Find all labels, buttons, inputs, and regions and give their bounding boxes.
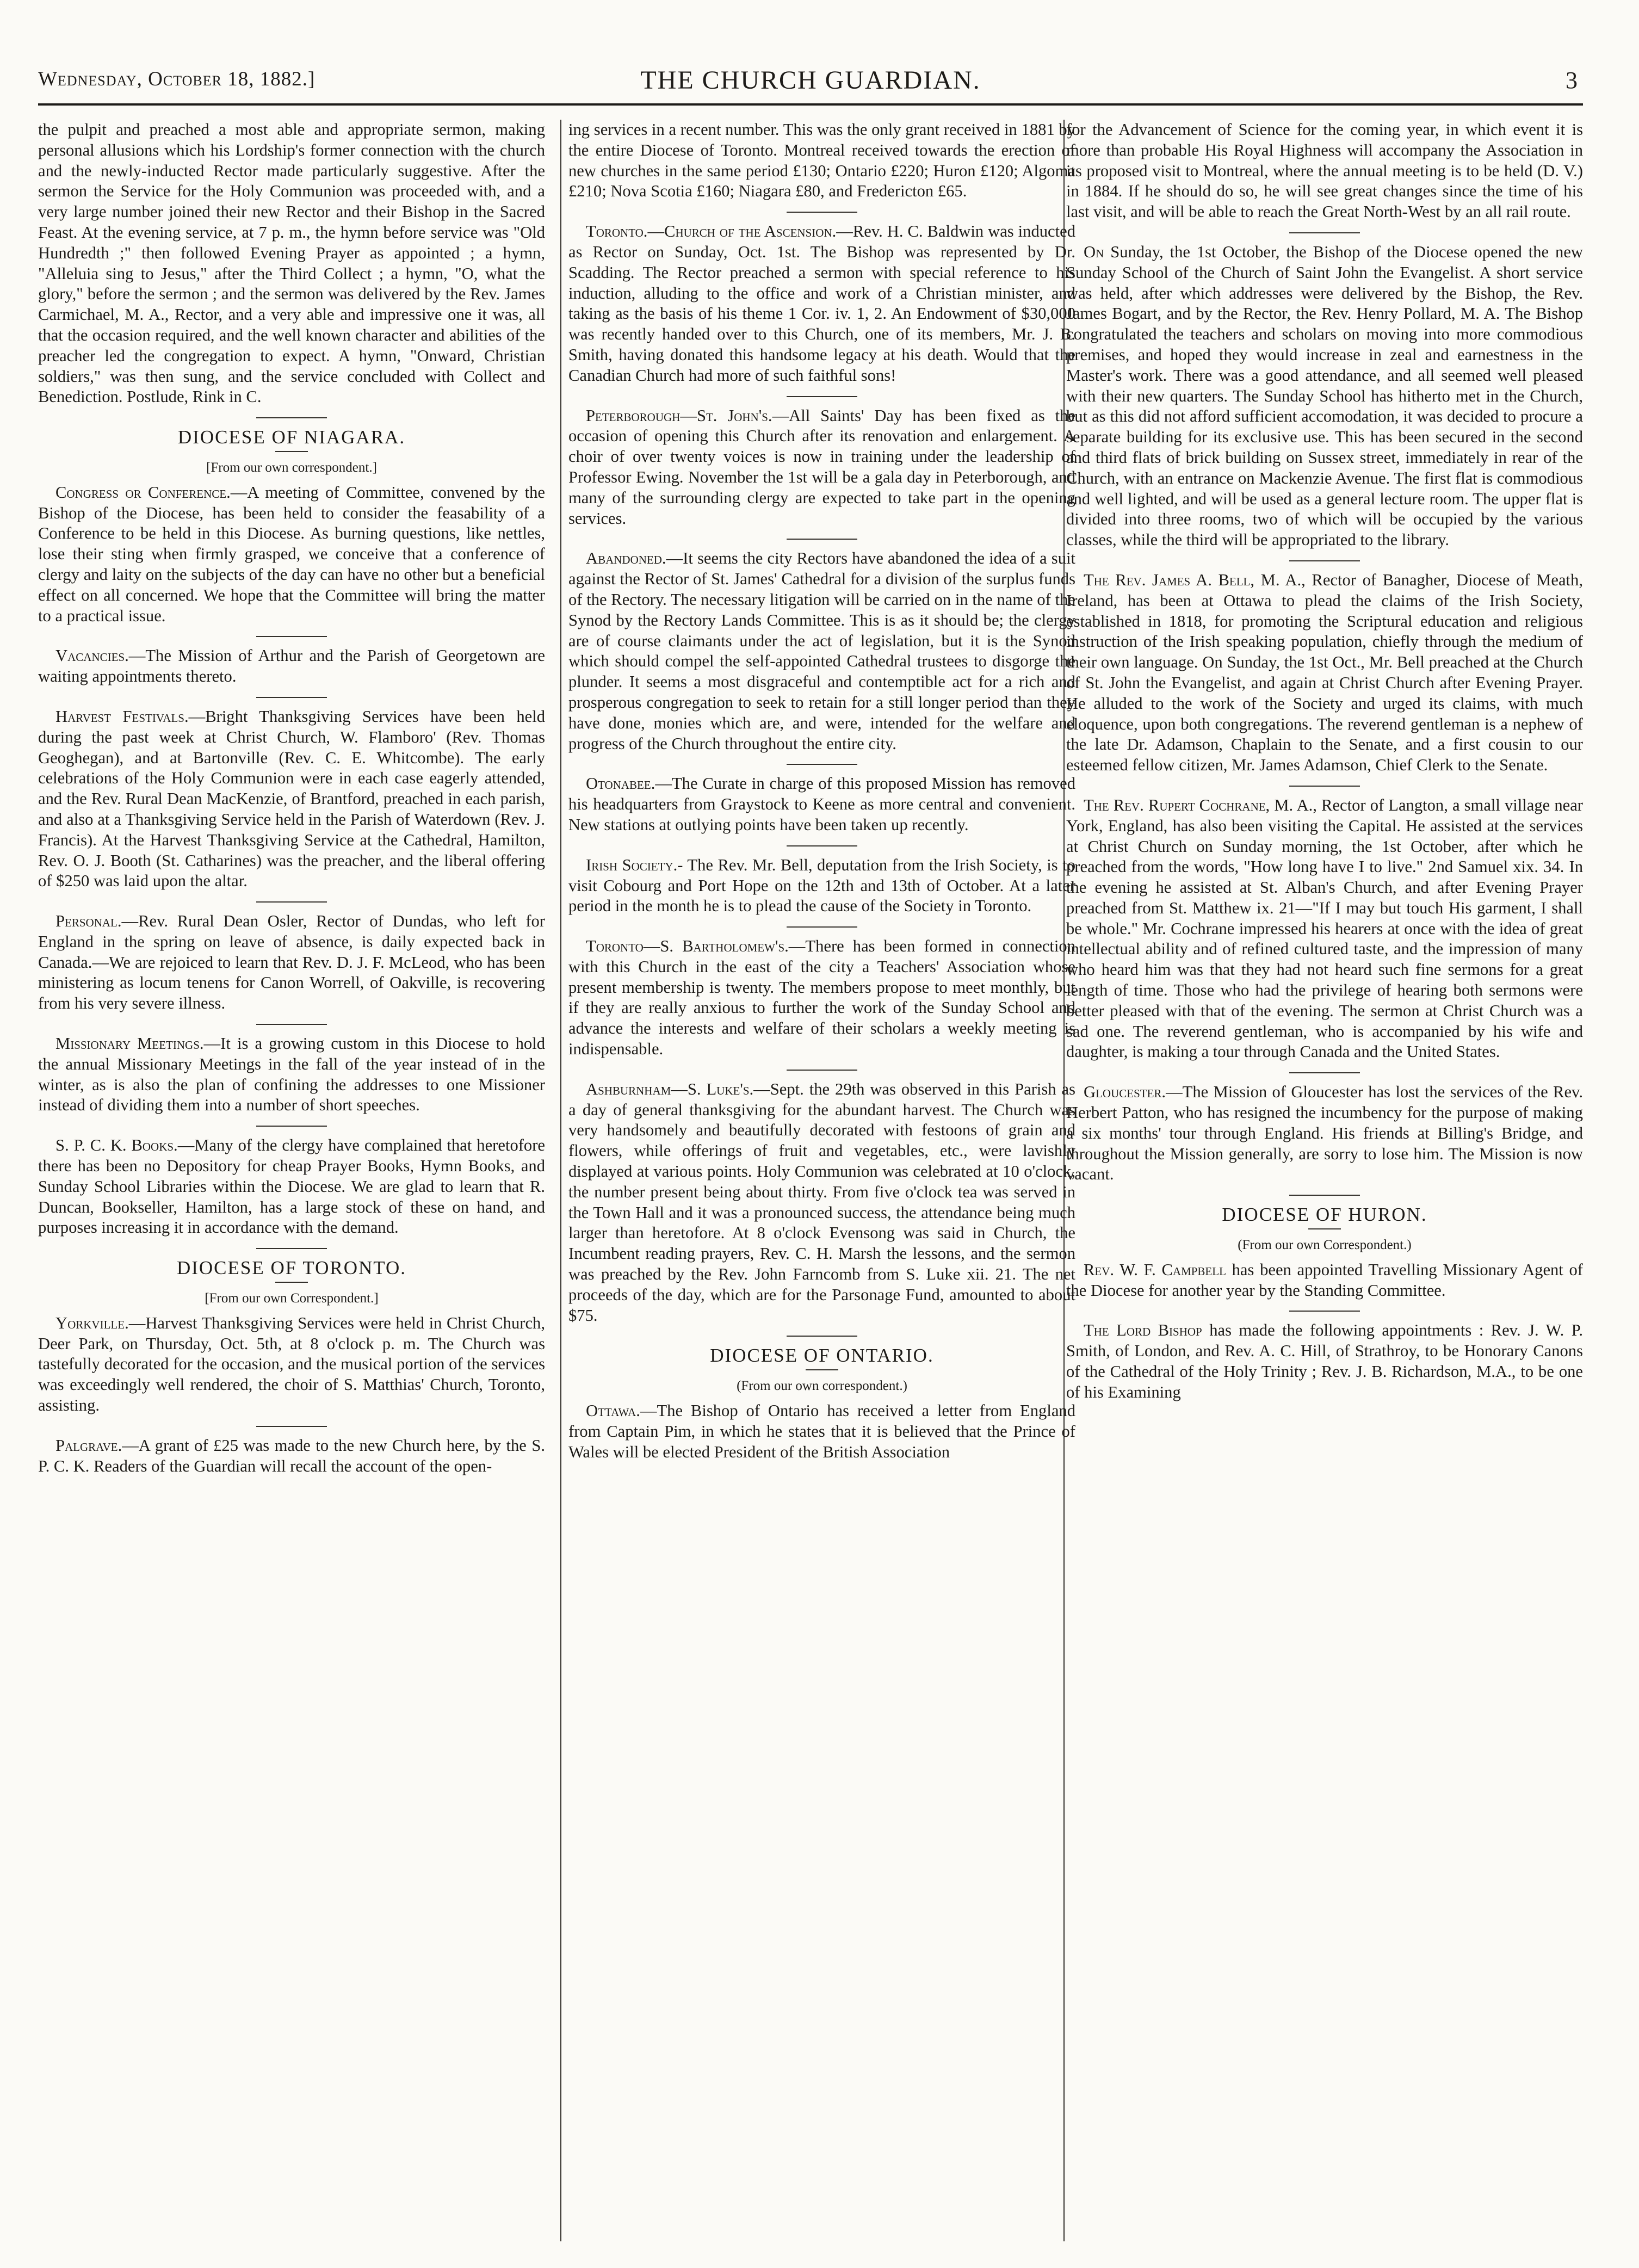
- masthead: [38, 65, 1583, 106]
- column-1: [38, 120, 545, 2241]
- news-item-peterborough: [568, 406, 1075, 529]
- item-lead: Toronto—S. Bartholomew's.: [586, 937, 789, 956]
- item-rule: [1289, 232, 1360, 233]
- item-lead: Yorkville.: [55, 1313, 129, 1332]
- column-3: [1066, 120, 1583, 2241]
- item-rule: [787, 539, 857, 540]
- item-lead: Otonabee.: [586, 774, 655, 793]
- correspondent-note: (From our own correspondent.): [737, 1379, 907, 1394]
- item-rule: [1289, 1072, 1360, 1073]
- item-body: M. A., Rector of Banagher, Diocese of Meath, Ireland, has been at Ottawa to plead the claims of the Irish Society, established in 1818, for promoting the Scriptural education and religious instruction of the Irish speaking population, chiefly through the medium of their own language. On Sunday, the 1st Oct., Mr. Bell preached at the Church of St. John the Evangelist, and again at Christ Church after Evening Prayer. He alluded to the work of the Society and urged its claims, with much eloquence, upon both congregations. The reverend gentleman is a nephew of the late Dr. Adamson, Chaplain to the Senate, and a first cousin to our esteemed fellow citizen, Mr. James Adamson, Chief Clerk to the Senate.: [1066, 570, 1583, 775]
- section-heading-ontario: DIOCESE OF ONTARIO.: [710, 1345, 934, 1367]
- item-lead: Personal.: [55, 912, 122, 931]
- news-item-personal: [38, 911, 545, 1014]
- item-lead: On: [1084, 242, 1104, 261]
- item-lead: Congress or Conference.: [55, 483, 231, 502]
- article-continuation: ing services in a recent number. This was the only grant received in 1881 by the entire Diocese of Toronto. Montreal received towards the erection of new churches in the same period £130; Ontario £220; Huron £120; Algoma £210; Nova Scotia £160; Niagara £80, and Fredericton £65.: [568, 120, 1075, 201]
- correspondent-note: [From our own Correspondent.]: [205, 1291, 379, 1306]
- section-rule: [256, 417, 327, 418]
- item-lead: The Lord Bishop: [1084, 1321, 1202, 1340]
- item-lead: S. P. C. K. Books.: [55, 1136, 178, 1155]
- item-rule: [787, 1070, 857, 1071]
- item-body: —Many of the clergy have complained that heretofore there has been no Depository for cheap Prayer Books, Hymn Books, and Sunday School Libraries within the Diocese. We are glad to learn that R. Duncan, Bookseller, Hamilton, has a large stock of these on hand, and purposes increasing it in accordance with the demand.: [38, 1136, 545, 1237]
- item-body: —A meeting of Committee, convened by the Bishop of the Diocese, has been held to consider the feasability of a Conference to be held in this Diocese. As burning questions, like nettles, lose their sting when firmly grasped, we conceive that a conference of clergy and laity on the subjects of the day can have no other but a beneficial effect on all concerned. We hope that the Committee will bring the matter to a practical issue.: [38, 483, 545, 625]
- section-heading-huron: DIOCESE OF HURON.: [1222, 1204, 1427, 1226]
- item-body: —There has been formed in connection with this Church in the east of the city a Teachers' Association whose present membership is twenty. The members propose to meet monthly, but if they are really anxious to further the work of the Sunday School and advance the interests and welfare of their scholars a weekly meeting is indispensable.: [568, 937, 1075, 1059]
- item-body: —Rev. Rural Dean Osler, Rector of Dundas, who left for England in the spring on leave of absence, is daily expected back in Canada.—We are rejoiced to learn that Rev. D. J. F. McLeod, who has been ministering as locum tenens for Canon Worrell, of Oakville, is recovering from his very severe illness.: [38, 912, 545, 1013]
- item-body: —All Saints' Day has been fixed as the occasion of opening this Church after its renovation and enlargement. A choir of over twenty voices is now in training under the leadership of Professor Ewing. November the 1st will be a gala day in Peterborough, and many of the surrounding clergy are expected to take part in the opening services.: [568, 406, 1075, 528]
- item-lead: The Rev. Rupert Cochrane,: [1084, 795, 1270, 814]
- item-body: —Rev. H. C. Baldwin was inducted as Rector on Sunday, Oct. 1st. The Bishop was represented by Dr. Scadding. The Rector preached a sermon with special reference to his induction, alluding to the office and work of a Christian minister, and taking as the basis of his theme 1 Cor. iv. 1, 2. An Endowment of $30,000 was recently handed over to this Church, one of its members, Mr. J. B. Smith, having donated this handsome legacy at his death. Would that the Canadian Church had more of such faithful sons!: [568, 222, 1075, 385]
- item-body: —A grant of £25 was made to the new Church here, by the S. P. C. K. Readers of the Guardian will recall the account of the open-: [38, 1436, 545, 1475]
- news-item-vacancies: [38, 646, 545, 687]
- news-item-harvest: [38, 707, 545, 892]
- news-item-ashburnham: [568, 1079, 1075, 1326]
- item-lead: The Rev. James A. Bell,: [1084, 570, 1255, 589]
- item-rule: [787, 845, 857, 846]
- item-body: —Sept. the 29th was observed in this Parish as a day of general thanksgiving for the abundant harvest. The Church was very handsomely and beautifully decorated with festoons of grain and flowers, while offerings of fruit and vegetables, etc., were lavishly displayed at various points. Holy Communion was celebrated at 10 o'clock, the number present being about thirty. From five o'clock tea was served in the Town Hall and it was a pronounced success, the attendance being much larger than heretofore. At 8 o'clock Evensong was said in Church, the Incumbent reading prayers, Rev. C. H. Marsh the lessons, and the sermon was preached by the Rev. John Farncomb from S. Luke xii. 21. The net proceeds of the day, which are for the Parsonage Fund, amounted to about $75.: [568, 1079, 1075, 1325]
- article-continuation: the pulpit and preached a most able and appropriate sermon, making personal allusions which his Lordship's former connection with the church and the newly-inducted Rector made particularly suggestive. After the sermon the Service for the Holy Communion was proceeded with, and a very large number joined their new Rector and their Bishop in the Sacred Feast. At the evening service, at 7 p. m., the hymn before service was "Old Hundredth ;" then followed Evening Prayer as appointed ; a hymn, "Alleluia sing to Jesus," after the Third Collect ; a hymn, "O, what the glory," before the sermon ; and the sermon was delivered by the Rev. James Carmichael, M. A., Rector, and a very able and impressive one it was, all that the occasion required, and the well known character and abilities of the preacher led the congregation to expect. A hymn, "Onward, Christian soldiers," was then sung, and the service concluded with Collect and Benediction. Postlude, Rink in C.: [38, 120, 545, 406]
- item-lead: Irish Society.: [586, 855, 678, 874]
- news-item-ottawa: [568, 1401, 1075, 1462]
- item-lead: Rev. W. F. Campbell: [1084, 1260, 1226, 1279]
- news-item-bell: [1066, 570, 1583, 776]
- section-heading-toronto: DIOCESE OF TORONTO.: [176, 1257, 407, 1279]
- news-item-abandoned: [568, 548, 1075, 754]
- news-item-missionary: [38, 1034, 545, 1116]
- news-item-cochrane: [1066, 795, 1583, 1062]
- item-rule: [1289, 560, 1360, 561]
- section-rule: [256, 1248, 327, 1249]
- item-body: —It seems the city Rectors have abandoned the idea of a suit against the Rector of St. James' Cathedral for a division of the surplus funds of the Rectory. The necessary litigation will be carried on in the name of the Synod by the Rectory Lands Committee. This is as it should be; the clergy are of course claimants under the act of legislation, but it is the Synod which should compel the self-appointed Cathedral trustees to disgorge the plunder. It seems a most disgraceful and contemptible act for a rich and prosperous congregation to seek to retain for a still longer period than they have done, monies which are, and were, intended for the welfare and progress of the Church throughout the entire city.: [568, 549, 1075, 753]
- item-body: —The Mission of Gloucester has lost the services of the Rev. Herbert Patton, who has resigned the incumbency for the purpose of making a six months' tour through England. His friends at Billing's Bridge, and throughout the Mission generally, are sorry to lose him. The Mission is now vacant.: [1066, 1083, 1583, 1184]
- issue-date: Wednesday, October 18, 1882.]: [38, 68, 316, 90]
- correspondent-note: (From our own Correspondent.): [1238, 1238, 1412, 1253]
- item-body: Sunday, the 1st October, the Bishop of the Diocese opened the new Sunday School of the Church of Saint John the Evangelist. A short service was held, after which addresses were delivered by the Bishop, the Rev. James Bogart, and by the Rector, the Rev. Henry Pollard, M. A. The Bishop congratulated the teachers and scholars on moving into more commodious premises, and hoped they would increase in zeal and earnestness in the Master's work. There was a good attendance, and all seemed well pleased with their new quarters. The Sunday School has hitherto met in the Church, but as this did not afford sufficient accomodation, it was decided to procure a separate building for its exclusive use. This has been secured in the second and third flats of brick building on Sussex street, immediately in rear of the Church, with an entrance on Mackenzie Avenue. The first flat is commodious and well lighted, and will be used as a general lecture room. The upper flat is divided into three rooms, two of which will be occupied by the various classes, while the third will be appropriated to the library.: [1066, 242, 1583, 549]
- item-lead: Gloucester.: [1084, 1083, 1166, 1102]
- section-rule: [787, 1336, 857, 1337]
- item-rule: [256, 636, 327, 637]
- news-item-palgrave: [38, 1436, 545, 1477]
- item-body: has been appointed Travelling Missionary Agent of the Diocese for another year by the Standing Committee.: [1066, 1260, 1583, 1300]
- item-rule: [1289, 1311, 1360, 1312]
- news-item-bartholomew: [568, 936, 1075, 1060]
- item-lead: Abandoned.: [586, 549, 666, 568]
- news-item-spck: [38, 1135, 545, 1238]
- correspondent-note: [From our own correspondent.]: [206, 460, 377, 475]
- item-lead: Ashburnham—S. Luke's.: [586, 1079, 754, 1098]
- item-rule: [787, 396, 857, 397]
- item-body: —The Mission of Arthur and the Parish of Georgetown are waiting appointments thereto.: [38, 646, 545, 686]
- news-item-gloucester: [1066, 1082, 1583, 1185]
- item-body: —Harvest Thanksgiving Services were held in Christ Church, Deer Park, on Thursday, Oct. 5th, at 8 o'clock p. m. The Church was tastefully decorated for the occasion, and the musical portion of the services was exceedingly well rendered, the choir of S. Matthias' Church, Toronto, assisting.: [38, 1313, 545, 1415]
- item-body: —The Bishop of Ontario has received a letter from England from Captain Pim, in which he states that it is believed that the Prince of Wales will be elected President of the British Association: [568, 1401, 1075, 1461]
- section-heading-niagara: DIOCESE OF NIAGARA.: [177, 427, 406, 448]
- item-rule: [787, 212, 857, 213]
- item-lead: Missionary Meetings.: [55, 1034, 204, 1053]
- newspaper-title: THE CHURCH GUARDIAN.: [640, 66, 981, 95]
- item-lead: Peterborough—St. John's.: [586, 406, 772, 425]
- item-body: —Bright Thanksgiving Services have been held during the past week at Christ Church, W. Flamboro' (Rev. Thomas Geoghegan), and at Bartonville (Rev. C. E. Whitcombe). The early celebrations of the Holy Communion were in each case eagerly attended, and the Rev. Rural Dean MacKenzie, of Brantford, preached in each parish, and also at a Thanksgiving Service held in the Parish of Waterdown (Rev. J. Francis). At the Harvest Thanksgiving Service at the Cathedral, Hamilton, Rev. O. J. Booth (St. Catharines) was the preacher, and the liberal offering of $250 was laid upon the altar.: [38, 707, 545, 891]
- page-number: 3: [1566, 67, 1578, 94]
- news-item-yorkville: [38, 1313, 545, 1416]
- item-lead: Vacancies.: [55, 646, 129, 665]
- section-rule: [275, 1282, 308, 1283]
- section-rule: [1308, 1228, 1341, 1229]
- news-item-campbell: [1066, 1260, 1583, 1301]
- item-body: has made the following appointments : Rev. J. W. P. Smith, of London, and Rev. A. C. Hill, of Strathroy, to be Honorary Canons of the Cathedral of the Holy Trinity ; Rev. J. B. Richardson, M.A., to be one of his Examining: [1066, 1321, 1583, 1401]
- item-lead: Palgrave.: [55, 1436, 122, 1455]
- section-rule: [275, 451, 308, 452]
- news-item-irish-society: [568, 855, 1075, 917]
- item-lead: Harvest Festivals.: [55, 707, 189, 726]
- article-continuation: for the Advancement of Science for the coming year, in which event it is more than probable His Royal Highness will accompany the Association in its proposed visit to Montreal, where the annual meeting is to be held (D. V.) in 1884. If he should do so, he will see great changes since the time of his last visit, and will be able to reach the Great North-West by an all rail route.: [1066, 120, 1583, 221]
- news-item-appointments: [1066, 1320, 1583, 1402]
- column-divider: [560, 120, 561, 2241]
- item-rule: [256, 1426, 327, 1427]
- item-lead: Toronto.—Church of the Ascension.: [586, 222, 837, 241]
- news-item-congress: [38, 483, 545, 627]
- item-rule: [787, 926, 857, 928]
- item-body: —It is a growing custom in this Diocese to hold the annual Missionary Meetings in the fall of the year instead of in the winter, as is also the plan of confining the addresses to one Missioner instead of dividing them into a number of short speeches.: [38, 1034, 545, 1115]
- item-lead: Ottawa.: [586, 1401, 640, 1420]
- item-rule: [256, 901, 327, 903]
- item-body: M. A., Rector of Langton, a small village near York, England, has also been visiting the Capital. He assisted at the services at Christ Church on Sunday morning, the 1st October, after which he preached from the words, "How long have I to live." 2nd Samuel xix. 34. In the evening he assisted at St. Alban's Church, and after Evening Prayer preached from St. Matthew ix. 21—"If I may but touch His garment, I shall be whole." Mr. Cochrane impressed his hearers at once with the idea of great intellectual ability and of refined cultured taste, and the impression of many who heard him was that they had not heard such fine sermons for a great length of time. Those who had the privilege of hearing both sermons were better pleased with that of the evening. The sermon at Christ Church was a sad one. The reverend gentleman, who is accompanied by his wife and daughter, is making a tour through Canada and the United States.: [1066, 795, 1583, 1061]
- item-rule: [787, 764, 857, 765]
- news-item-otonabee: [568, 774, 1075, 835]
- news-item-sunday-school: [1066, 242, 1583, 551]
- item-body: —The Curate in charge of this proposed Mission has removed his headquarters from Graystock to Keene as more central and convenient. New stations at outlying points have been taken up recently.: [568, 774, 1075, 834]
- news-item-ascension: [568, 221, 1075, 386]
- item-rule: [256, 1024, 327, 1025]
- column-2: [568, 120, 1075, 2241]
- item-rule: [256, 697, 327, 698]
- section-rule: [1289, 1195, 1360, 1196]
- item-body: - The Rev. Mr. Bell, deputation from the Irish Society, is to visit Cobourg and Port Hope on the 12th and 13th of October. At a later period in the month he is to plead the cause of the Society in Toronto.: [568, 855, 1075, 916]
- section-rule: [806, 1369, 838, 1370]
- item-rule: [1289, 786, 1360, 787]
- item-rule: [256, 1126, 327, 1127]
